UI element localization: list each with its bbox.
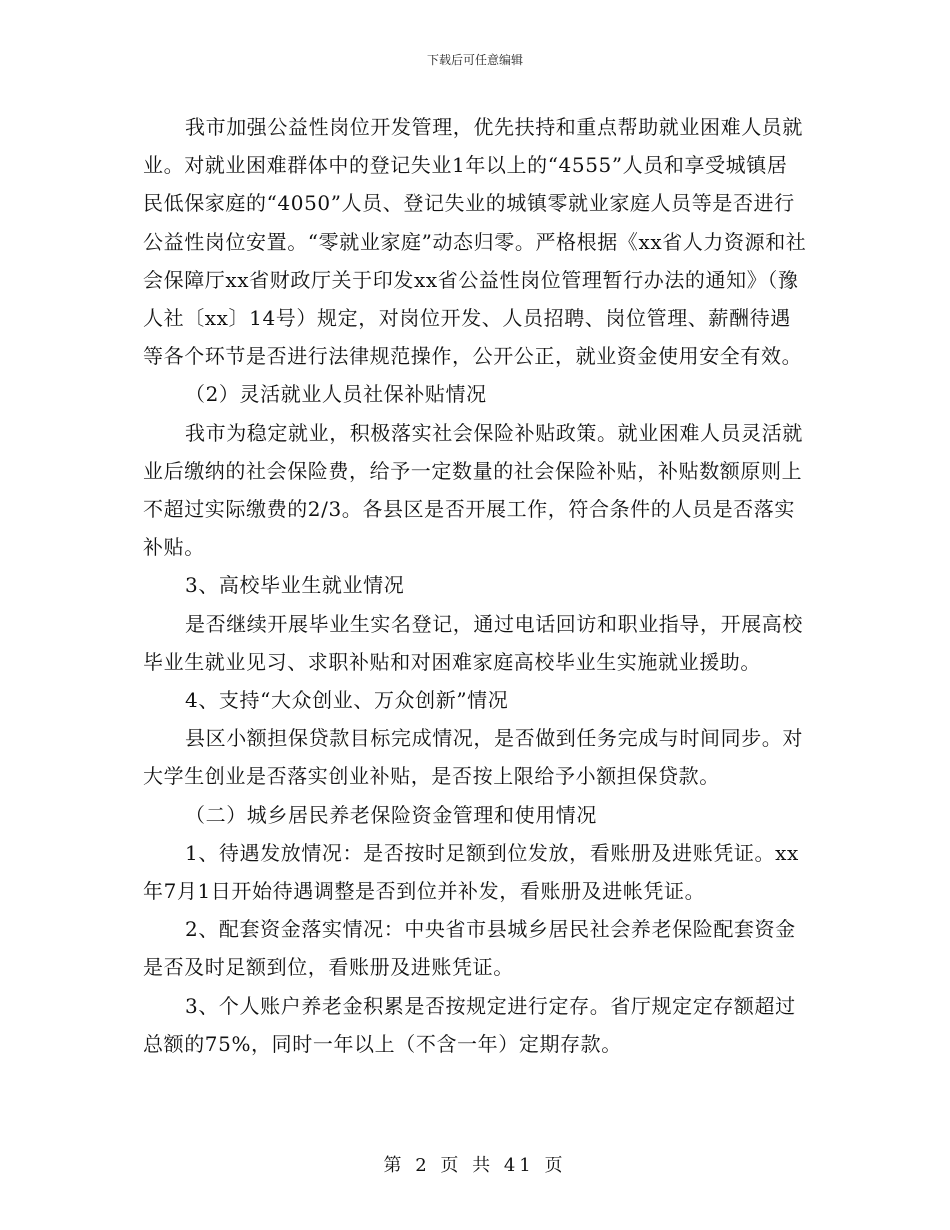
- subheading-pension-fund-management: （二）城乡居民养老保险资金管理和使用情况: [185, 802, 597, 827]
- paragraph-benefit-payment: 1、待遇发放情况：是否按时足额到位发放，看账册及进账凭证。xx年7月1日开始待遇调整是否到位并补发，看账册及进帐凭证。: [143, 840, 799, 904]
- page-header: 下载后可任意编辑: [426, 53, 523, 67]
- paragraph-personal-account-deposits: 3、个人账户养老金积累是否按规定进行定存。省厅规定定存额超过总额的75%，同时一年以上（不含一年）定期存款。: [143, 993, 796, 1056]
- paragraph-matching-funds: 2、配套资金落实情况：中央省市县城乡居民社会养老保险配套资金是否及时足额到位，看账册及进账凭证。: [143, 917, 796, 980]
- paragraph-social-insurance-subsidy: 我市为稳定就业，积极落实社会保险补贴政策。就业困难人员灵活就业后缴纳的社会保险费，给予一定数量的社会保险补贴，补贴数额原则上不超过实际缴费的2/3。各县区是否开展工作，符合条件的人员是否落实补贴。: [143, 420, 803, 560]
- subheading-entrepreneurship-support: 4、支持“大众创业、万众创新”情况: [185, 688, 509, 713]
- page-footer: 第 2 页 共 41 页: [383, 1155, 567, 1176]
- paragraph-public-welfare-posts: 我市加强公益性岗位开发管理，优先扶持和重点帮助就业困难人员就业。对就业困难群体中的登记失业1年以上的“4555”人员和享受城镇居民低保家庭的“4050”人员、登记失业的城镇零就业家庭人员等是否进行公益性岗位安置。“零就业家庭”动态归零。严格根据《xx省人力资源和社会保障厅xx省财政厅关于印发xx省公益性岗位管理暂行办法的通知》（豫人社〔xx〕14号）规定，对岗位开发、人员招聘、岗位管理、薪酬待遇等各个环节是否进行法律规范操作，公开公正，就业资金使用安全有效。: [143, 115, 807, 369]
- subheading-graduate-employment: 3、高校毕业生就业情况: [185, 573, 405, 598]
- paragraph-graduate-registration: 是否继续开展毕业生实名登记，通过电话回访和职业指导，开展高校毕业生就业见习、求职补贴和对困难家庭高校毕业生实施就业援助。: [143, 611, 803, 674]
- paragraph-guaranteed-loans: 县区小额担保贷款目标完成情况，是否做到任务完成与时间同步。对大学生创业是否落实创业补贴，是否按上限给予小额担保贷款。: [143, 726, 803, 789]
- subheading-flexible-employment-subsidy: （2）灵活就业人员社保补贴情况: [185, 382, 487, 407]
- document-body: [143, 108, 808, 1063]
